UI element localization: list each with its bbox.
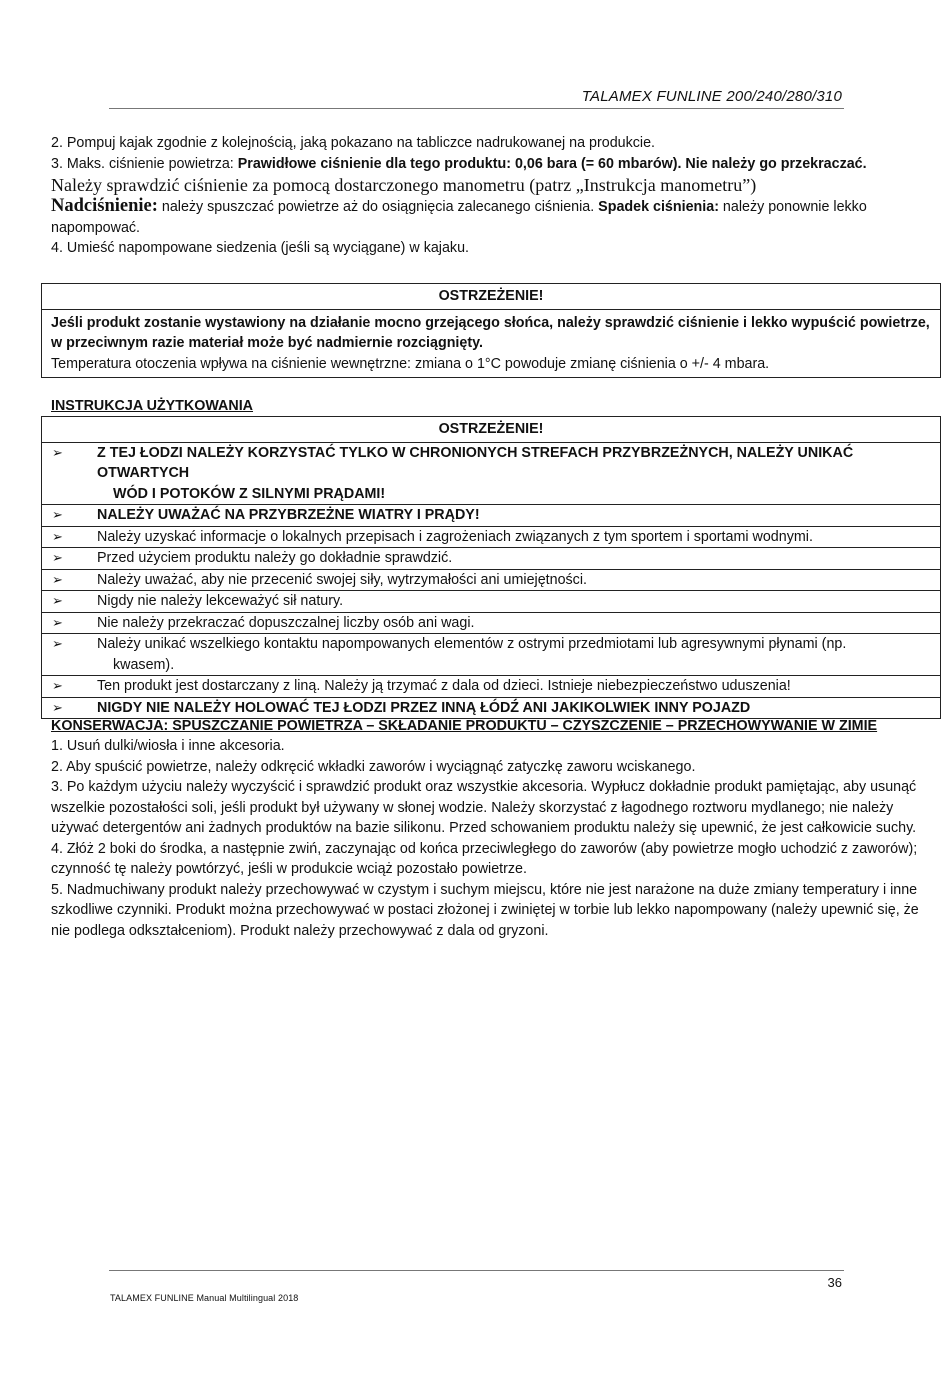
arrow-bullet-icon: ➢ [52,699,63,715]
intro-section [51,133,923,259]
intro-step-4: 4. Umieść napompowane siedzenia (jeśli są wyciągane) w kajaku. [51,240,469,256]
usage-warning-item [42,548,940,570]
usage-warning-list [42,443,940,719]
usage-warning-item [42,443,940,506]
usage-warning-item-text: Należy uważać, aby nie przecenić swojej siły, wytrzymałości ani umiejętności. [97,571,587,588]
usage-warning-title: OSTRZEŻENIE! [42,417,940,443]
usage-warning-item-text: Z TEJ ŁODZI NALEŻY KORZYSTAĆ TYLKO W CHRONIONYCH STREFACH PRZYBRZEŻNYCH, NALEŻY UNIKAĆ OTWARTYCH [97,444,854,481]
page-number: 36 [827,1275,842,1290]
usage-warning-item [42,613,940,635]
intro-step-2: 2. Pompuj kajak zgodnie z kolejnością, jaką pokazano na tabliczce nadrukowanej na produkcie. [51,135,656,151]
footer-manual-label: TALAMEX FUNLINE Manual Multilingual 2018 [110,1293,299,1303]
arrow-bullet-icon: ➢ [52,444,63,460]
header-rule [109,108,844,109]
usage-warning-item-text: Należy unikać wszelkiego kontaktu napompowanych elementów z ostrymi przedmiotami lub agresywnymi płynami (np. [97,636,847,652]
maintenance-step-4: 4. Złóż 2 boki do środka, a następnie zwiń, zaczynając od końca przeciwległego do zaworów (aby powietrze mogło uchodzić z zaworów); czynność tę należy powtórzyć, jeśli w produkcie wciąż pozostało powietrze. [51,840,918,877]
maintenance-step-5: 5. Nadmuchiwany produkt należy przechowywać w czystym i suchym miejscu, które nie jest narażone na duże zmiany temperatury i inne szkodliwe czynniki. Produkt można przechowywać w postaci złożonej i zwiniętej w torbie lub lekko napompowany (należy upewnić się, że nie podlega odkształceniom). Produkt należy przechowywać z dala od gryzoni. [51,881,919,939]
maintenance-section [51,736,927,941]
usage-warning-item-text: Nigdy nie należy lekceważyć sił natury. [97,593,344,609]
arrow-bullet-icon: ➢ [52,571,63,587]
intro-step-3-bold: Prawidłowe ciśnienie dla tego produktu: 0,06 bara (= 60 mbarów). Nie należy go przekraczać. [237,155,867,172]
intro-step-3-prefix: 3. Maks. ciśnienie powietrza: [51,155,238,172]
usage-warning-item-text: Przed użyciem produktu należy go dokładnie sprawdzić. [97,550,453,566]
overpressure-label: Nadciśnienie: [51,196,158,216]
warning-text: Temperatura otoczenia wpływa na ciśnienie wewnętrzne: zmiana o 1°C powoduje zmianę ciśnienia o +/- 4 mbara. [51,355,770,372]
usage-warning-item [42,698,940,719]
pressure-drop-label: Spadek ciśnienia: [598,199,719,215]
usage-warning-item [42,527,940,549]
maintenance-heading: KONSERWACJA: SPUSZCZANIE POWIETRZA – SKŁADANIE PRODUKTU – CZYSZCZENIE – PRZECHOWYWANIE W ZIMIE [51,718,878,734]
pressure-instructions [51,196,923,238]
warning-title: OSTRZEŻENIE! [42,284,940,310]
usage-warning-item-text: Należy uzyskać informacje o lokalnych przepisach i zagrożeniach związanych z tym sportem i sportami wodnymi. [97,528,813,545]
maintenance-step-3: 3. Po każdym użyciu należy wyczyścić i sprawdzić produkt oraz wszystkie akcesoria. Wypłucz dokładnie produkt pamiętając, aby usunąć wszelkie pozostałości soli, jeśli produkt był używany w słonej wodzie. Należy skorzystać z łagodnego roztworu mydlanego; nie należy używać detergentów ani żadnych produktów na bazie silikonu. Przed schowaniem produktu należy się upewnić, że jest całkowicie suchy. [51,779,917,836]
warning-bold-text: Jeśli produkt zostanie wystawiony na działanie mocno grzejącego słońca, należy sprawdzić ciśnienie i lekko wypuścić powietrze, w przeciwnym razie materiał może być nadmiernie rozciągnięty. [51,314,930,351]
warning-box-sun [41,283,941,378]
arrow-bullet-icon: ➢ [52,550,63,565]
usage-warning-item-continuation: WÓD I POTOKÓW Z SILNYMI PRĄDAMI! [113,485,386,502]
overpressure-text: należy spuszczać powietrze aż do osiągnięcia zalecanego ciśnienia. [157,199,599,215]
manometer-note: Należy sprawdzić ciśnienie za pomocą dostarczonego manometru (patrz „Instrukcja manometru”) [51,175,757,195]
footer-rule [109,1270,844,1271]
header-title: TALAMEX FUNLINE 200/240/280/310 [581,88,842,105]
arrow-bullet-icon: ➢ [52,593,63,608]
arrow-bullet-icon: ➢ [52,678,63,693]
usage-warning-item-text: NALEŻY UWAŻAĆ NA PRZYBRZEŻNE WIATRY I PRĄDY! [97,507,480,523]
arrow-bullet-icon: ➢ [52,636,63,651]
usage-warning-item [42,591,940,613]
usage-warning-item-text: Ten produkt jest dostarczany z liną. Należy ją trzymać z dala od dzieci. Istnieje niebezpieczeństwo uduszenia! [97,678,791,694]
usage-warning-item-text: Nie należy przekraczać dopuszczalnej liczby osób ani wagi. [97,614,475,631]
usage-warning-item [42,676,940,698]
arrow-bullet-icon: ➢ [52,614,63,630]
arrow-bullet-icon: ➢ [52,528,63,544]
usage-warning-item-continuation: kwasem). [113,656,175,673]
usage-warning-item [42,634,940,676]
usage-warning-item-text: NIGDY NIE NALEŻY HOLOWAĆ TEJ ŁODZI PRZEZ INNĄ ŁÓDŹ ANI JAKIKOLWIEK INNY POJAZD [97,699,751,716]
intro-step-3 [51,154,923,175]
pressure-drop-text: należy ponownie lekko napompować. [51,199,867,236]
usage-warning-item [42,570,940,592]
usage-warning-item [42,505,940,527]
warning-body [42,310,940,378]
arrow-bullet-icon: ➢ [52,507,63,522]
maintenance-step-1: 1. Usuń dulki/wiosła i inne akcesoria. [51,738,285,754]
maintenance-step-2: 2. Aby spuścić powietrze, należy odkręcić wkładki zaworów i wyciągnąć zatyczkę zaworu wciskanego. [51,758,696,775]
usage-heading: INSTRUKCJA UŻYTKOWANIA [51,398,254,414]
usage-warning-box [41,416,941,719]
